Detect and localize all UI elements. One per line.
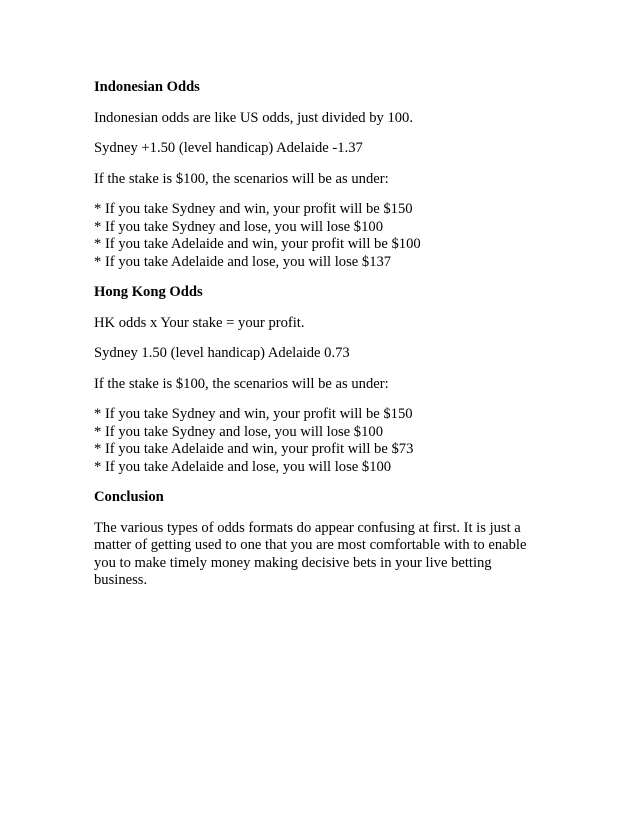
conclusion-section (94, 489, 554, 590)
section-heading: Hong Kong Odds (94, 284, 203, 300)
section-heading: Conclusion (94, 489, 164, 505)
list-item: * If you take Adelaide and win, your profit will be $73 (94, 441, 414, 457)
example-line: Sydney +1.50 (level handicap) Adelaide -1.37 (94, 140, 363, 156)
document-page (94, 79, 554, 590)
list-item: * If you take Sydney and win, your profit will be $150 (94, 406, 413, 422)
stake-line: If the stake is $100, the scenarios will be as under: (94, 375, 389, 392)
list-item: * If you take Adelaide and lose, you will lose $137 (94, 253, 392, 270)
list-item: * If you take Sydney and win, your profit will be $150 (94, 201, 413, 217)
intro-paragraph: Indonesian odds are like US odds, just divided by 100. (94, 109, 414, 126)
example-line: Sydney 1.50 (level handicap) Adelaide 0.73 (94, 345, 350, 361)
list-item: * If you take Adelaide and lose, you will lose $100 (94, 458, 392, 475)
list-item: * If you take Sydney and lose, you will lose $100 (94, 218, 383, 235)
list-item: * If you take Sydney and lose, you will lose $100 (94, 423, 383, 440)
section-heading: Indonesian Odds (94, 79, 200, 95)
scenario-list (94, 201, 554, 271)
conclusion-paragraph: The various types of odds formats do appear confusing at first. It is just a matter of getting used to one that you are most comfortable with to enable you to make timely money making decisive bets in your live betting business. (94, 519, 527, 588)
stake-line: If the stake is $100, the scenarios will be as under: (94, 170, 389, 187)
list-item: * If you take Adelaide and win, your profit will be $100 (94, 236, 421, 252)
hong-kong-odds-section (94, 284, 554, 476)
indonesian-odds-section (94, 79, 554, 271)
scenario-list (94, 406, 554, 476)
intro-paragraph: HK odds x Your stake = your profit. (94, 314, 305, 331)
